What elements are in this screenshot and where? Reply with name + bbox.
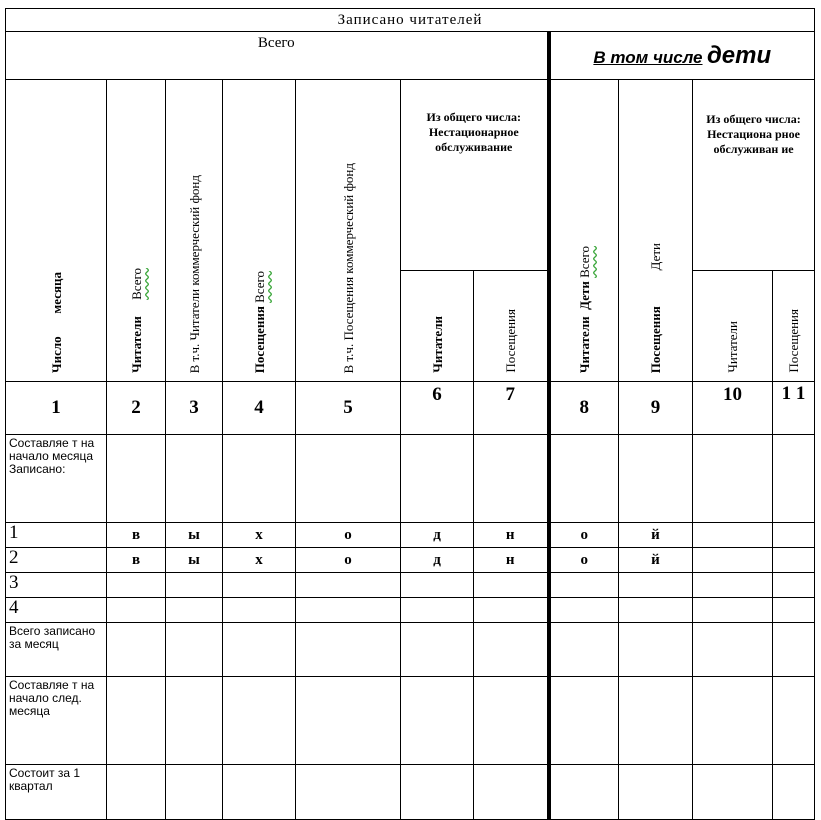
table-cell	[773, 677, 815, 765]
table-row	[6, 623, 815, 677]
table-cell	[619, 435, 693, 523]
table-cell	[474, 765, 549, 820]
row-label: 2	[6, 548, 107, 573]
row-label: Составляе т на начало месяца Записано:	[6, 435, 107, 523]
table-cell	[619, 598, 693, 623]
column-number: 3	[166, 382, 223, 435]
table-row	[6, 598, 815, 623]
table-cell	[223, 573, 296, 598]
row-label: Состоит за 1 квартал	[6, 765, 107, 820]
table-cell	[166, 623, 223, 677]
table-cell: х	[223, 548, 296, 573]
column-number: 10	[693, 382, 773, 435]
table-cell	[619, 623, 693, 677]
month-number-word-a: Число	[48, 336, 64, 373]
table-cell	[166, 573, 223, 598]
table-cell	[401, 598, 474, 623]
row-label: 1	[6, 523, 107, 548]
table-cell	[474, 573, 549, 598]
table-cell: д	[401, 548, 474, 573]
table-cell	[107, 435, 166, 523]
readers-total-label: Всего	[128, 268, 144, 301]
table-cell	[166, 435, 223, 523]
table-cell	[166, 598, 223, 623]
col-children-ns-readers-header	[693, 271, 773, 382]
table-cell	[107, 623, 166, 677]
table-cell	[549, 677, 619, 765]
readers-bold-label: Читатели	[128, 316, 144, 373]
table-cell: д	[401, 523, 474, 548]
table-cell	[549, 435, 619, 523]
children-nonstationary-header: Из общего числа: Нестациона рное обслуживан ие	[693, 80, 815, 271]
visits-commercial-label: В т.ч. Посещения коммерческий фонд	[340, 162, 356, 373]
table-cell: в	[107, 548, 166, 573]
table-cell	[549, 598, 619, 623]
month-number-word-b: месяца	[48, 272, 64, 314]
table-cell: о	[549, 548, 619, 573]
children-readers-bold-label: Читатели	[576, 316, 592, 373]
table-cell	[693, 623, 773, 677]
column-number: 4	[223, 382, 296, 435]
table-cell	[693, 435, 773, 523]
table-cell	[296, 573, 401, 598]
column-number: 7	[474, 382, 549, 435]
column-number: 1	[6, 382, 107, 435]
table-cell: ы	[166, 523, 223, 548]
table-cell: х	[223, 523, 296, 548]
table-row	[6, 573, 815, 598]
table-title: Записано читателей	[6, 9, 815, 32]
nonstationary-header: Из общего числа: Нестационарное обслуживание	[401, 80, 549, 271]
table-cell: о	[549, 523, 619, 548]
children-visits-bold-label: Посещения	[648, 305, 663, 373]
table-cell	[401, 623, 474, 677]
column-number: 5	[296, 382, 401, 435]
col-readers-total-header	[107, 80, 166, 382]
column-number: 1 1	[773, 382, 815, 435]
table-cell	[773, 623, 815, 677]
table-row	[6, 548, 815, 573]
table-cell: н	[474, 523, 549, 548]
col-month-number-header	[6, 80, 107, 382]
table-cell	[223, 677, 296, 765]
table-cell	[107, 677, 166, 765]
row-label: 3	[6, 573, 107, 598]
column-number: 2	[107, 382, 166, 435]
row-label: 4	[6, 598, 107, 623]
table-cell	[296, 677, 401, 765]
col-ns-readers-header	[401, 271, 474, 382]
row-label: Составляе т на начало след. месяца	[6, 677, 107, 765]
table-cell	[107, 573, 166, 598]
table-row	[6, 435, 815, 523]
table-cell	[693, 548, 773, 573]
table-cell	[773, 435, 815, 523]
col-children-readers-header	[549, 80, 619, 382]
children-readers-word-a: Дети	[576, 281, 592, 310]
table-cell: о	[296, 548, 401, 573]
visits-total-label: Всего	[251, 270, 267, 303]
table-cell	[619, 765, 693, 820]
table-cell	[619, 677, 693, 765]
table-cell	[773, 573, 815, 598]
readers-commercial-label: В т.ч. Читатели коммерческий фонд	[186, 174, 202, 373]
table-cell	[223, 598, 296, 623]
table-cell: н	[474, 548, 549, 573]
table-cell	[474, 677, 549, 765]
table-cell	[773, 765, 815, 820]
table-cell	[166, 765, 223, 820]
col-visits-commercial-header	[296, 80, 401, 382]
table-cell	[773, 598, 815, 623]
table-cell: в	[107, 523, 166, 548]
children-readers-word-b: Всего	[576, 245, 592, 278]
ns-readers-label: Читатели	[429, 316, 445, 373]
table-cell	[401, 765, 474, 820]
col-children-ns-visits-header	[773, 271, 815, 382]
table-cell	[549, 573, 619, 598]
table-cell	[166, 677, 223, 765]
total-section-header: Всего	[6, 32, 549, 80]
table-cell	[773, 523, 815, 548]
table-cell	[773, 548, 815, 573]
table-cell	[474, 435, 549, 523]
table-cell	[693, 573, 773, 598]
children-prefix: В том числе	[593, 47, 703, 67]
table-row	[6, 523, 815, 548]
table-cell	[223, 765, 296, 820]
column-number: 8	[549, 382, 619, 435]
col-readers-commercial-header	[166, 80, 223, 382]
table-cell	[223, 435, 296, 523]
table-cell	[296, 623, 401, 677]
column-number: 9	[619, 382, 693, 435]
children-ns-visits-label: Посещения	[786, 309, 802, 373]
column-number: 6	[401, 382, 474, 435]
table-cell	[693, 677, 773, 765]
table-cell	[296, 598, 401, 623]
table-cell	[107, 598, 166, 623]
col-children-visits-header	[619, 80, 693, 382]
table-cell: й	[619, 523, 693, 548]
readers-report-table	[5, 8, 815, 820]
table-row	[6, 677, 815, 765]
col-ns-visits-header	[474, 271, 549, 382]
row-label: Всего записано за месяц	[6, 623, 107, 677]
table-cell	[693, 765, 773, 820]
column-numbers-row	[6, 382, 815, 435]
table-cell	[693, 598, 773, 623]
children-ns-readers-label: Читатели	[725, 321, 740, 373]
table-cell	[401, 573, 474, 598]
visits-bold-label: Посещения	[251, 305, 267, 373]
table-cell	[401, 435, 474, 523]
table-cell: о	[296, 523, 401, 548]
table-cell: й	[619, 548, 693, 573]
table-cell	[619, 573, 693, 598]
table-cell	[401, 677, 474, 765]
children-visits-word-b: Дети	[648, 242, 663, 271]
table-cell	[549, 623, 619, 677]
table-cell	[107, 765, 166, 820]
table-cell	[549, 765, 619, 820]
children-section-header	[549, 32, 815, 80]
table-cell	[296, 765, 401, 820]
table-cell	[693, 523, 773, 548]
table-cell	[474, 598, 549, 623]
table-row	[6, 765, 815, 820]
children-word: дети	[706, 41, 772, 69]
table-cell	[296, 435, 401, 523]
col-visits-total-header	[223, 80, 296, 382]
table-cell	[474, 623, 549, 677]
table-cell	[223, 623, 296, 677]
table-cell: ы	[166, 548, 223, 573]
ns-visits-label: Посещения	[502, 309, 518, 373]
